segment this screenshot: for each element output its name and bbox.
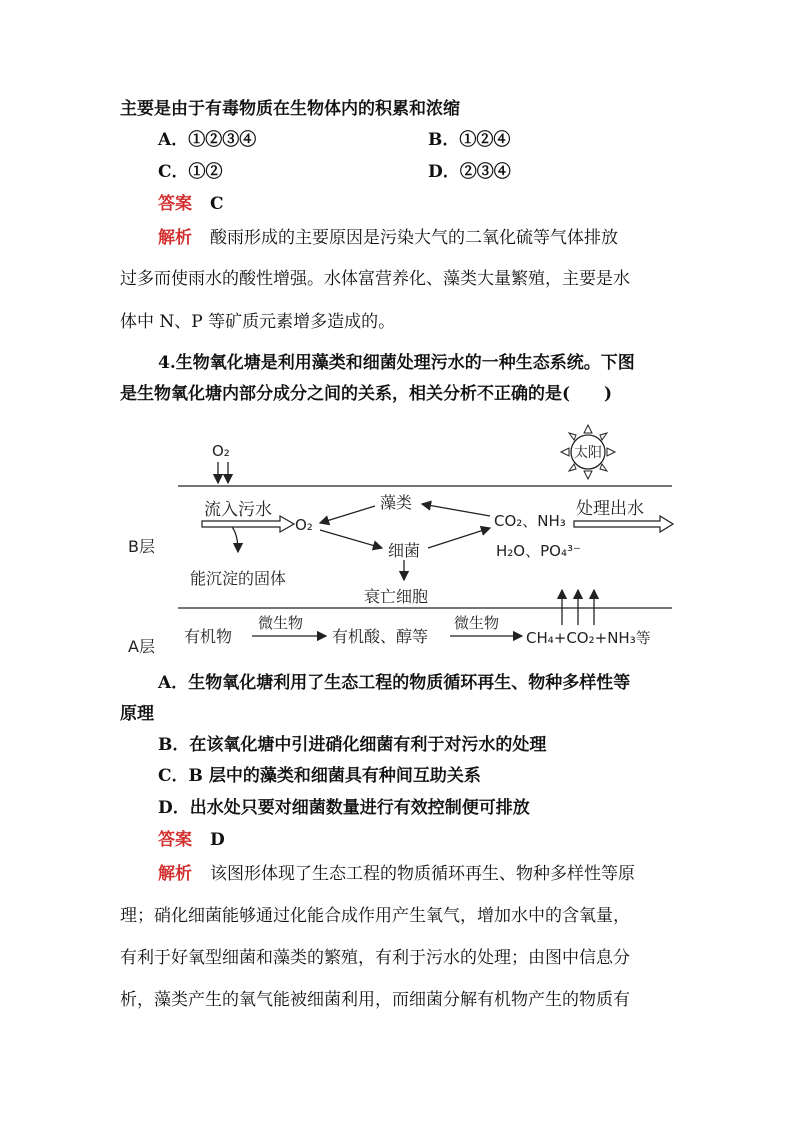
co2-nh3-label: CO₂、NH₃ <box>494 512 566 530</box>
nutrients-to-algae-arrow <box>422 504 490 516</box>
option-text: ①②③④ <box>188 130 257 150</box>
option-key: B． <box>158 735 190 755</box>
analysis-label: 解析 <box>158 228 192 248</box>
microbe-label-2: 微生物 <box>454 614 500 632</box>
o2-to-bacteria-arrow <box>320 530 382 548</box>
q3-analysis-line-3: 体中 N、P 等矿质元素增多造成的。 <box>120 312 396 332</box>
q4-analysis-line-3: 有利于好氧型细菌和藻类的繁殖，有利于污水的处理；由图中信息分 <box>120 948 630 968</box>
analysis-text: 该图形体现了生态工程的物质循环再生、物种多样性等原 <box>210 864 635 884</box>
q4-stem-line-1: 4.生物氧化塘是利用藻类和细菌处理污水的一种生态系统。下图 <box>158 353 635 373</box>
organic-label: 有机物 <box>184 627 233 646</box>
h2o-po4-label: H₂O、PO₄³⁻ <box>496 542 581 560</box>
option-text: ②③④ <box>459 162 511 182</box>
answer-value: C <box>210 194 224 214</box>
algae-label: 藻类 <box>380 493 413 512</box>
answer-value: D <box>210 830 225 850</box>
o2-mid-label: O₂ <box>295 516 313 534</box>
sun-label: 太阳 <box>574 445 602 461</box>
q4-option-d <box>158 796 530 820</box>
algae-to-o2-arrow <box>320 506 375 523</box>
dead-cells-label: 衰亡细胞 <box>364 587 429 606</box>
option-text: ①②④ <box>459 130 511 150</box>
answer-label: 答案 <box>158 194 192 214</box>
option-key: C． <box>158 162 189 182</box>
sediment-arrow <box>232 527 238 552</box>
option-text: B 层中的藻类和细菌具有种间互助关系 <box>188 766 481 786</box>
microbe-label-1: 微生物 <box>258 614 304 632</box>
q3-option-a <box>158 128 256 152</box>
inflow-label: 流入污水 <box>204 500 272 520</box>
answer-label: 答案 <box>158 830 192 850</box>
option-text: ①② <box>188 162 223 182</box>
intro-line: 主要是由于有毒物质在生物体内的积累和浓缩 <box>120 99 460 119</box>
q4-option-a-line-1 <box>158 671 630 695</box>
q3-answer <box>158 192 224 216</box>
option-text: 出水处只要对细菌数量进行有效控制便可排放 <box>189 798 530 818</box>
layer-a-label: A层 <box>128 637 155 656</box>
option-key: B． <box>428 130 460 150</box>
q4-analysis-line-4: 析，藻类产生的氧气能被细菌利用，而细菌分解有机物产生的物质有 <box>120 990 630 1010</box>
q3-analysis-line-2: 过多而使雨水的酸性增强。水体富营养化、藻类大量繁殖，主要是水 <box>120 269 630 289</box>
gases-label: CH₄+CO₂+NH₃等 <box>526 629 651 647</box>
oxidation-pond-diagram <box>120 420 680 670</box>
q4-option-a-line-2: 原理 <box>120 704 154 724</box>
option-key: C． <box>158 766 189 786</box>
q4-option-c <box>158 764 481 788</box>
q4-analysis-line-1 <box>158 862 635 886</box>
q3-option-d <box>428 160 511 184</box>
option-key: D． <box>428 162 460 182</box>
q3-option-b <box>428 128 510 152</box>
option-key: A． <box>158 673 189 693</box>
q4-answer <box>158 828 225 852</box>
q3-option-c <box>158 160 223 184</box>
analysis-text: 酸雨形成的主要原因是污染大气的二氧化硫等气体排放 <box>210 228 618 248</box>
q4-stem-line-2: 是生物氧化塘内部分成分之间的关系，相关分析不正确的是( ) <box>120 384 613 404</box>
bacteria-to-nutrients-arrow <box>428 528 490 548</box>
q4-analysis-line-2: 理；硝化细菌能够通过化能合成作用产生氧气，增加水中的含氧量， <box>120 906 630 926</box>
q4-option-b <box>158 733 546 757</box>
sediment-label: 能沉淀的固体 <box>190 569 287 588</box>
bacteria-label: 细菌 <box>388 541 421 560</box>
option-text: 生物氧化塘利用了生态工程的物质循环再生、物种多样性等 <box>188 673 631 693</box>
q3-analysis-line-1 <box>158 226 618 250</box>
acids-label: 有机酸、醇等 <box>332 627 429 646</box>
outflow-label: 处理出水 <box>576 499 644 519</box>
option-key: D． <box>158 798 190 818</box>
analysis-label: 解析 <box>158 864 192 884</box>
layer-b-label: B层 <box>128 537 155 556</box>
option-text: 在该氧化塘中引进硝化细菌有利于对污水的处理 <box>189 735 547 755</box>
o2-top-label: O₂ <box>212 442 230 460</box>
option-key: A． <box>158 130 189 150</box>
